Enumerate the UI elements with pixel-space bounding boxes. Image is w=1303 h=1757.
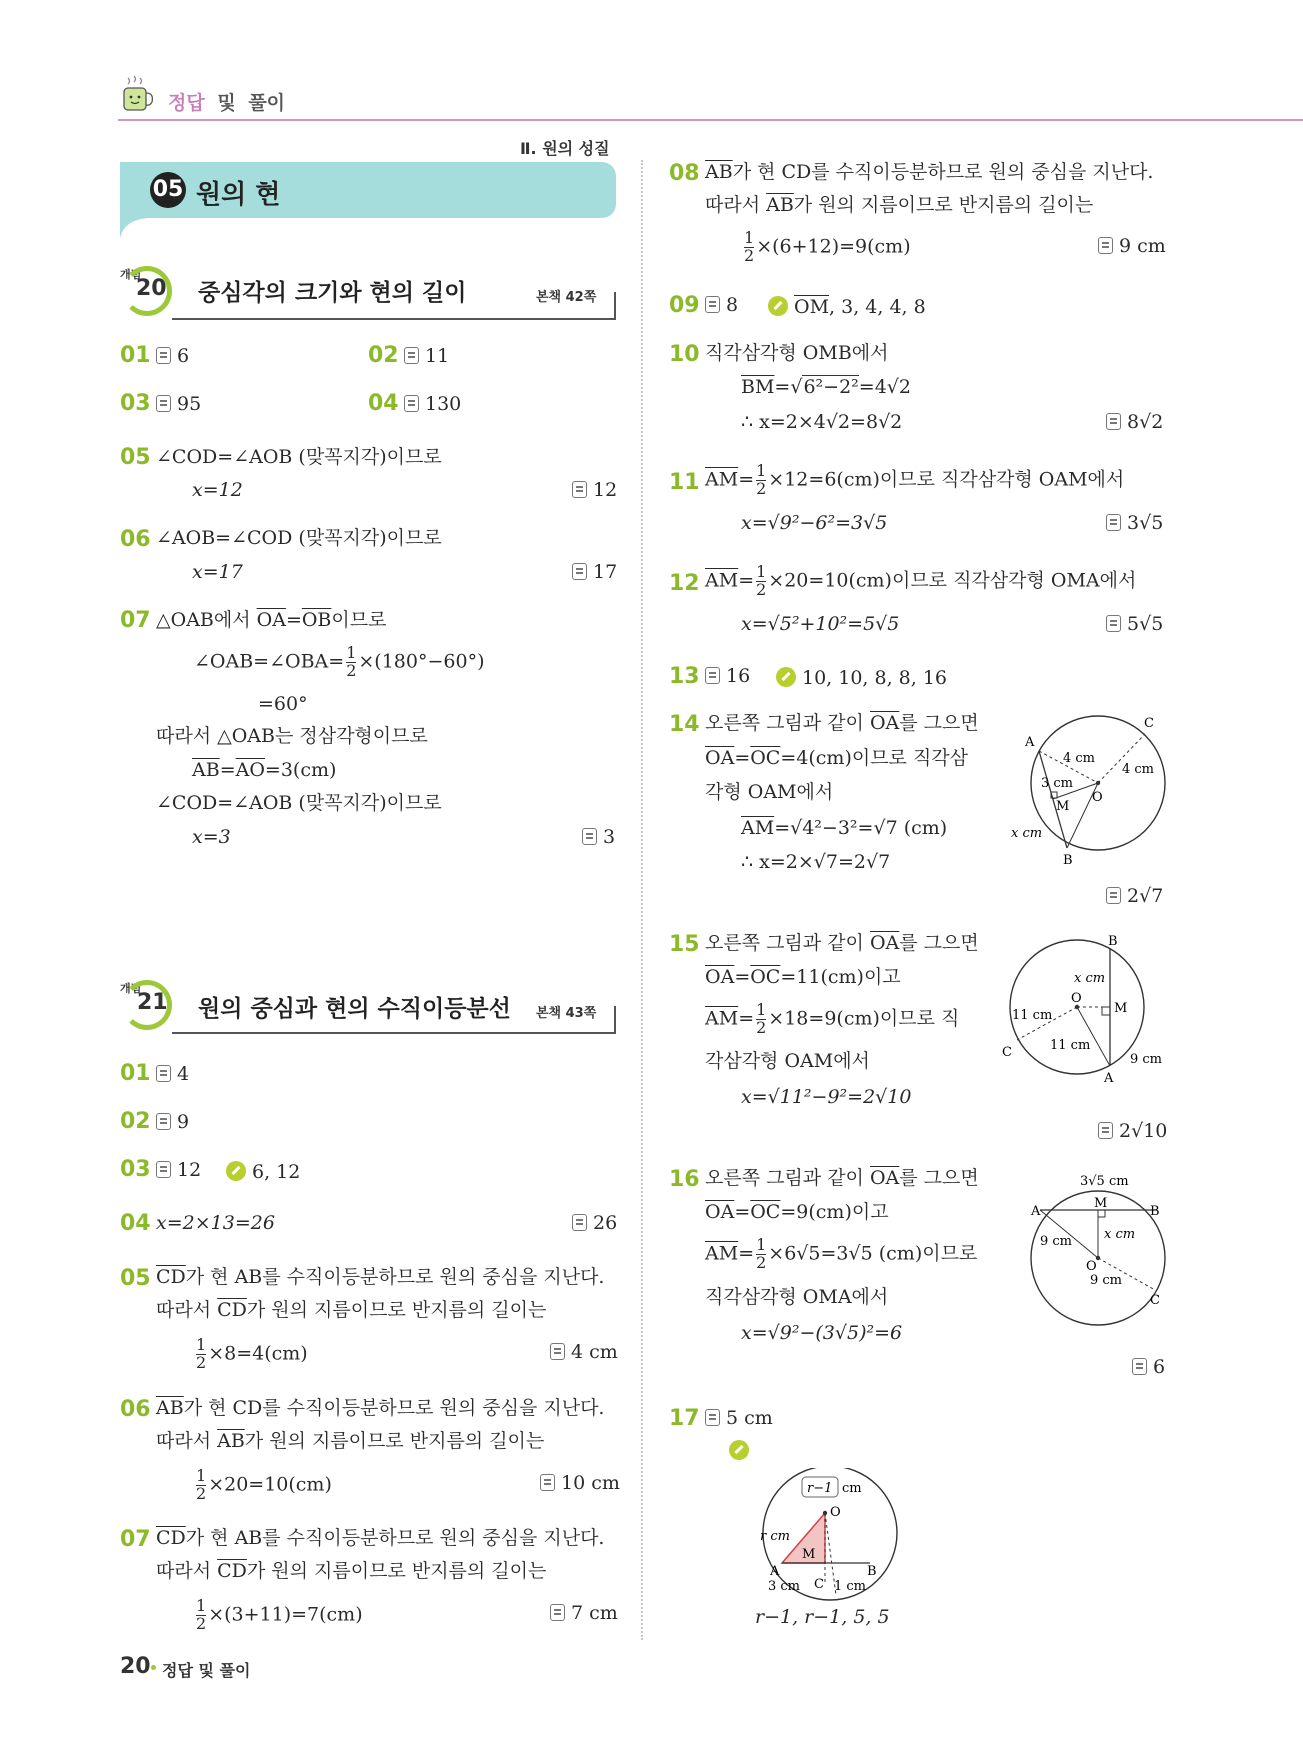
- answer: 16: [705, 667, 750, 686]
- chapter-number: 05: [150, 172, 186, 208]
- answer: 95: [156, 395, 201, 414]
- cup-icon: [118, 72, 156, 116]
- answer-icon: [156, 347, 171, 364]
- solution-line: ∠COD=∠AOB (맞꼭지각)이므로: [156, 792, 442, 814]
- answer-icon: [572, 1214, 587, 1231]
- problem-number: 06: [120, 527, 151, 552]
- solution-line: x=2×13=26: [156, 1212, 275, 1234]
- solution-line: ∠AOB=∠COD (맞꼭지각)이므로: [156, 527, 442, 549]
- answer: 8: [705, 296, 738, 315]
- answer-icon: [1106, 887, 1121, 904]
- point-label-c: C: [1150, 1293, 1160, 1308]
- answer-icon: [404, 395, 419, 412]
- concept-tag: 개념: [120, 982, 142, 995]
- solution-line: $\frac{1}{2}$ ×(3+11)=7(cm): [196, 1596, 363, 1633]
- solution-line: $\overline{AM}=$ $\frac{1}{2}$ ×6√5=3√5 (cm)이므로: [705, 1235, 978, 1272]
- problem-number: 15: [669, 932, 700, 957]
- answer: 10 cm: [540, 1474, 620, 1493]
- answer: 4: [156, 1065, 189, 1084]
- problem-number: 01: [120, 343, 151, 368]
- solution-line: x=√9²−(3√5)²=6: [741, 1322, 903, 1344]
- length-label: 4 cm: [1122, 762, 1155, 777]
- solution-line: 직각삼각형 OMA에서: [705, 1286, 889, 1308]
- problem-number: 05: [120, 445, 151, 470]
- page-number: 20: [120, 1654, 151, 1679]
- point-label-m: M: [1114, 1001, 1128, 1016]
- concept-ref: 본책 43쪽: [536, 1006, 597, 1021]
- solution-line: 각삼각형 OAM에서: [705, 1050, 870, 1072]
- column-divider: [641, 160, 643, 1640]
- concept-title: 원의 중심과 현의 수직이등분선: [198, 996, 511, 1022]
- answer: 9 cm: [1098, 237, 1166, 256]
- answer-icon: [404, 347, 419, 364]
- solution-line: x=√11²−9²=2√10: [741, 1086, 912, 1108]
- length-label: x cm: [1104, 1227, 1136, 1242]
- pencil-icon: [729, 1440, 749, 1460]
- solution-line: $\overline{AB}=\overline{AO}=3(cm)$: [192, 759, 337, 781]
- solution-line: $\overline{AM}=$ $\frac{1}{2}$ ×20=10(cm)이므로 직각삼각형 OMA에서: [705, 562, 1137, 599]
- answer: 5 cm: [705, 1409, 773, 1428]
- point-label-c: C: [814, 1577, 824, 1592]
- point-label-o: O: [1092, 790, 1103, 805]
- length-label: 11 cm: [1050, 1038, 1091, 1053]
- solution-line: $\overline{BM}=√6^2-2^2=4√2$: [741, 376, 912, 398]
- problem-number: 07: [120, 1527, 151, 1552]
- point-label-c: C: [1002, 1045, 1012, 1060]
- answer: 6: [1132, 1358, 1165, 1377]
- length-label: x cm: [1011, 826, 1043, 841]
- answer-icon: [572, 563, 587, 580]
- concept-title: 중심각의 크기와 현의 길이: [198, 280, 467, 306]
- problem-number: 03: [120, 1157, 151, 1182]
- chapter-label: Ⅱ. 원의 성질: [520, 139, 610, 158]
- chapter-title: 원의 현: [196, 180, 281, 210]
- problem-number: 13: [669, 664, 700, 689]
- concept-number: 21: [137, 990, 168, 1015]
- problem-number: 06: [120, 1397, 151, 1422]
- hint: 6, 12: [226, 1161, 300, 1182]
- answer: 2√7: [1106, 887, 1163, 906]
- solution-line: 따라서 $\overline{CD}$가 원의 지름이므로 반지름의 길이는: [156, 1299, 547, 1321]
- point-label-b: B: [1063, 853, 1073, 868]
- answer: 26: [572, 1214, 617, 1233]
- answer-icon: [156, 395, 171, 412]
- solution-line: $\overline{AM}=$ $\frac{1}{2}$ ×12=6(cm)이므로 직각삼각형 OAM에서: [705, 461, 1125, 498]
- length-label: 3 cm: [768, 1579, 801, 1594]
- problem-number: 02: [120, 1109, 151, 1134]
- point-label-b: B: [867, 1564, 877, 1579]
- header-rule: [118, 119, 1303, 121]
- footer-label: 정답 및 풀이: [162, 1661, 251, 1680]
- length-label: r−1: [807, 1481, 833, 1496]
- answer: 7 cm: [550, 1604, 618, 1623]
- solution-line: x=17: [192, 561, 243, 583]
- solution-line: ∴ x=2×4√2=8√2: [741, 411, 903, 433]
- point-label-o: O: [830, 1505, 841, 1520]
- pencil-icon: [226, 1161, 246, 1181]
- point-label-a: A: [1031, 1204, 1041, 1219]
- answer-icon: [540, 1474, 555, 1491]
- solution-line: 오른쪽 그림과 같이 $\overline{OA}$를 그으면: [705, 712, 979, 734]
- point-label-m: M: [1094, 1196, 1108, 1211]
- solution-line: ∴ x=2×√7=2√7: [741, 851, 891, 873]
- answer: 11: [404, 347, 449, 366]
- answer: 3: [582, 828, 615, 847]
- solution-line: 오른쪽 그림과 같이 $\overline{OA}$를 그으면: [705, 1167, 979, 1189]
- answer: 4 cm: [550, 1343, 618, 1362]
- solution-line: 따라서 $\overline{CD}$가 원의 지름이므로 반지름의 길이는: [156, 1560, 547, 1582]
- point-label-b: B: [1108, 934, 1118, 949]
- answer-icon: [550, 1604, 565, 1621]
- circle-diagram: [1005, 708, 1180, 868]
- answer-icon: [582, 828, 597, 845]
- solution-line: x=√9²−6²=3√5: [741, 512, 888, 534]
- hint: 10, 10, 8, 8, 16: [776, 667, 947, 688]
- concept-rule: [172, 318, 616, 320]
- point-label-a: A: [1025, 735, 1035, 750]
- circle-diagram: [750, 1468, 920, 1618]
- answer-icon: [1098, 237, 1113, 254]
- solution-line: $\overline{OA}=\overline{OC}=11(cm)$이고: [705, 966, 901, 988]
- problem-number: 08: [669, 161, 700, 186]
- solution-line: $\overline{AB}$가 현 CD를 수직이등분하므로 원의 중심을 지난다.: [156, 1397, 605, 1419]
- point-label-b: B: [1150, 1204, 1160, 1219]
- solution-line: $\overline{AM}=$ $\frac{1}{2}$ ×18=9(cm)이므로 직: [705, 1000, 960, 1037]
- footer-dot: [151, 1665, 156, 1670]
- problem-number: 16: [669, 1167, 700, 1192]
- solution-line: $\overline{OA}=\overline{OC}=4(cm)$이므로 직각삼: [705, 747, 969, 769]
- answer: 5√5: [1106, 615, 1163, 634]
- answer: 6: [156, 347, 189, 366]
- point-label-o: O: [1071, 991, 1082, 1006]
- solution-line: 오른쪽 그림과 같이 $\overline{OA}$를 그으면: [705, 932, 979, 954]
- pencil-icon: [776, 667, 796, 687]
- solution-line: 따라서 $\overline{AB}$가 원의 지름이므로 반지름의 길이는: [705, 194, 1094, 216]
- solution-line: ∠COD=∠AOB (맞꼭지각)이므로: [156, 446, 442, 468]
- answer-icon: [1132, 1358, 1147, 1375]
- problem-number: 12: [669, 571, 700, 596]
- problem-number: 10: [669, 342, 700, 367]
- length-label: r cm: [760, 1529, 790, 1544]
- answer-icon: [572, 481, 587, 498]
- concept-ref: 본책 42쪽: [536, 290, 597, 305]
- point-label-m: M: [802, 1547, 816, 1562]
- solution-line: $\overline{AB}$가 현 CD를 수직이등분하므로 원의 중심을 지난다.: [705, 161, 1154, 183]
- solution-line: x=12: [192, 479, 243, 501]
- problem-number: 02: [368, 343, 399, 368]
- answer-icon: [1098, 1122, 1113, 1139]
- problem-number: 11: [669, 470, 700, 495]
- circle-diagram: [1020, 1167, 1190, 1327]
- chapter-box-tail: [120, 214, 150, 240]
- problem-number: 17: [669, 1406, 700, 1431]
- answer: 12: [156, 1161, 201, 1180]
- answer: 9: [156, 1113, 189, 1132]
- solution-line: $\frac{1}{2}$ ×20=10(cm): [196, 1466, 332, 1503]
- answer-icon: [705, 296, 720, 313]
- problem-number: 04: [120, 1211, 151, 1236]
- answer-icon: [1106, 615, 1121, 632]
- solution-line: $\overline{CD}$가 현 AB를 수직이등분하므로 원의 중심을 지난다.: [156, 1266, 605, 1288]
- answer: 12: [572, 481, 617, 500]
- answer-icon: [156, 1113, 171, 1130]
- length-label: x cm: [1074, 971, 1106, 986]
- solution-line: x=√5²+10²=5√5: [741, 613, 900, 635]
- solution-line: x=3: [192, 826, 231, 848]
- answer-icon: [156, 1161, 171, 1178]
- answer: 2√10: [1098, 1122, 1167, 1141]
- problem-number: 14: [669, 712, 700, 737]
- answer: 8√2: [1106, 413, 1163, 432]
- solution-line: ∠OAB=∠OBA= $\frac{1}{2}$ ×(180°−60°): [194, 643, 485, 680]
- concept-rule: [172, 1032, 616, 1034]
- length-label: 3√5 cm: [1080, 1174, 1129, 1189]
- point-label-c: C: [1144, 716, 1154, 731]
- concept-number: 20: [136, 276, 167, 301]
- answer-icon: [156, 1065, 171, 1082]
- solution-line: △OAB에서 $\overline{OA}=\overline{OB}$이므로: [156, 609, 387, 631]
- answer: 3√5: [1106, 514, 1163, 533]
- answer: 130: [404, 395, 461, 414]
- solution-line: $\frac{1}{2}$ ×(6+12)=9(cm): [744, 228, 911, 265]
- length-label: cm: [842, 1481, 862, 1496]
- point-label-a: A: [770, 1564, 780, 1579]
- problem-number: 03: [120, 391, 151, 416]
- hint: r−1, r−1, 5, 5: [755, 1606, 890, 1628]
- length-label: 9 cm: [1130, 1052, 1163, 1067]
- length-label: 3 cm: [1041, 776, 1074, 791]
- problem-number: 05: [120, 1266, 151, 1291]
- solution-line: $\frac{1}{2}$ ×8=4(cm): [196, 1335, 308, 1372]
- answer-icon: [550, 1343, 565, 1360]
- header-title: 정답 및 풀이: [168, 92, 286, 114]
- solution-line: 직각삼각형 OMB에서: [705, 342, 889, 364]
- problem-number: 01: [120, 1061, 151, 1086]
- concept-rule-end: [614, 1006, 616, 1033]
- solution-line: $\overline{CD}$가 현 AB를 수직이등분하므로 원의 중심을 지난다.: [156, 1527, 605, 1549]
- pencil-icon: [768, 296, 788, 316]
- solution-line: 따라서 $\overline{AB}$가 원의 지름이므로 반지름의 길이는: [156, 1430, 545, 1452]
- answer-icon: [705, 667, 720, 684]
- hint: $\overline{OM}$, 3, 4, 4, 8: [768, 296, 926, 317]
- answer-icon: [705, 1409, 720, 1426]
- solution-line: $\overline{AM}=√4^2-3^2=√7$ (cm): [741, 817, 948, 839]
- length-label: 9 cm: [1090, 1273, 1123, 1288]
- answer: 17: [572, 563, 617, 582]
- concept-tag: 개념: [120, 268, 142, 281]
- concept-rule-end: [614, 292, 616, 319]
- solution-line: =60°: [258, 693, 308, 715]
- length-label: 9 cm: [1040, 1234, 1073, 1249]
- length-label: 1 cm: [834, 1579, 867, 1594]
- problem-number: 04: [368, 391, 399, 416]
- circle-diagram: [998, 932, 1173, 1082]
- answer-icon: [1106, 413, 1121, 430]
- solution-line: 각형 OAM에서: [705, 781, 834, 803]
- length-label: 4 cm: [1063, 751, 1096, 766]
- point-label-o: O: [1086, 1259, 1097, 1274]
- point-label-a: A: [1104, 1071, 1114, 1082]
- problem-number: 07: [120, 608, 151, 633]
- answer-icon: [1106, 514, 1121, 531]
- problem-number: 09: [669, 293, 700, 318]
- solution-line: 따라서 △OAB는 정삼각형이므로: [156, 725, 428, 747]
- length-label: 11 cm: [1012, 1008, 1053, 1023]
- chapter-box: [120, 162, 616, 218]
- point-label-m: M: [1056, 799, 1070, 814]
- solution-line: $\overline{OA}=\overline{OC}=9(cm)$이고: [705, 1201, 889, 1223]
